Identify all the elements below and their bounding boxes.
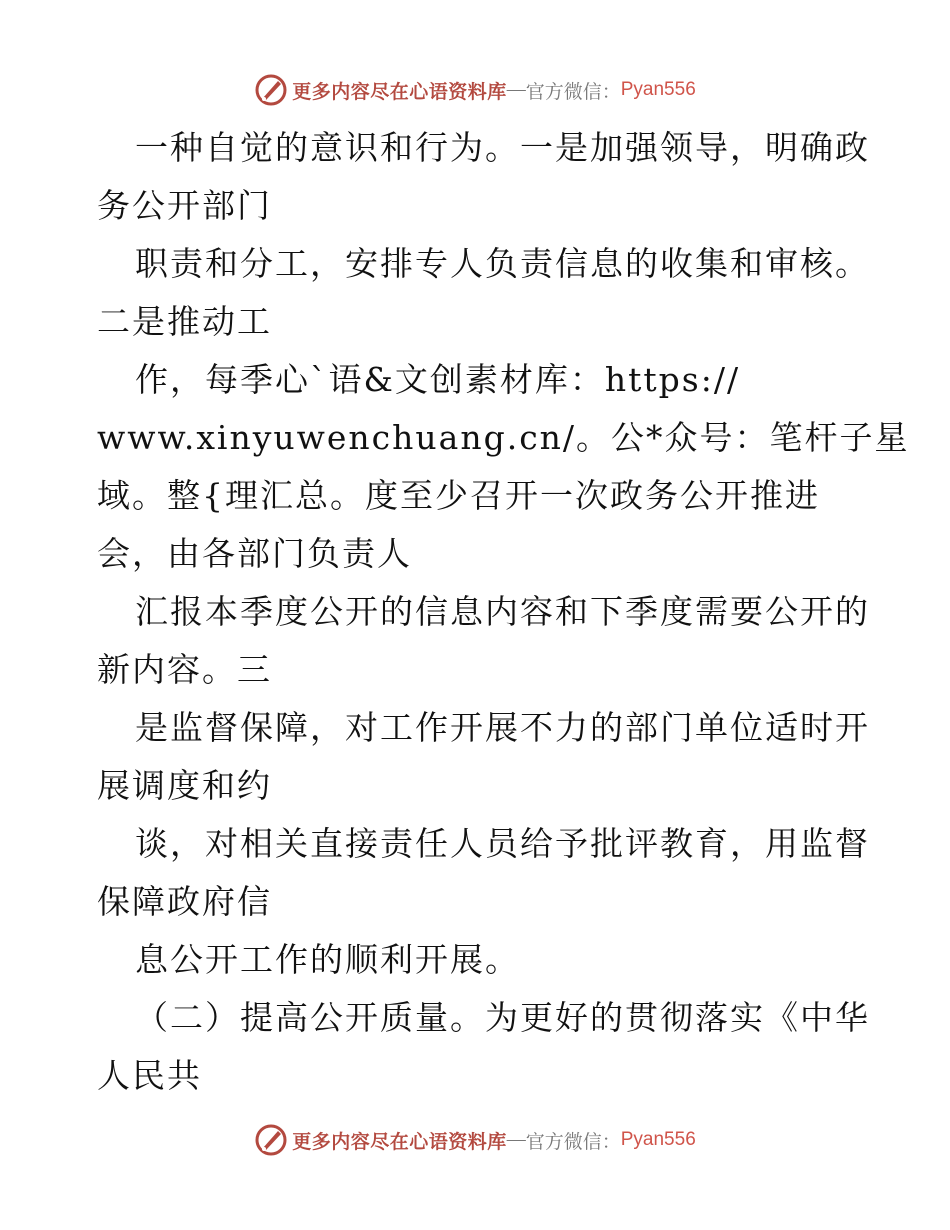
text-line: 展调度和约 bbox=[97, 766, 272, 805]
header-banner bbox=[0, 70, 950, 110]
banner-separator: — bbox=[506, 1129, 526, 1150]
pen-logo-icon bbox=[254, 1123, 288, 1157]
banner-title: 更多内容尽在心语资料库 bbox=[292, 81, 507, 103]
banner-label: 官方微信： bbox=[525, 1131, 621, 1153]
banner-wechat-id: Pyan556 bbox=[620, 1129, 696, 1150]
text-line: 保障政府信 bbox=[97, 882, 272, 921]
text-line: 作，每季心`语&文创素材库：https:// bbox=[135, 360, 741, 399]
text-line: 域。整{理汇总。度至少召开一次政务公开推进 bbox=[97, 476, 820, 515]
text-line: 会，由各部门负责人 bbox=[97, 534, 412, 573]
text-line: 是监督保障，对工作开展不力的部门单位适时开 bbox=[135, 708, 870, 747]
pen-logo-icon bbox=[254, 73, 288, 107]
banner-separator: — bbox=[506, 79, 526, 100]
text-line: www.xinyuwenchuang.cn/。公*众号：笔杆子星 bbox=[97, 418, 910, 457]
text-line: 汇报本季度公开的信息内容和下季度需要公开的 bbox=[135, 592, 870, 631]
banner-wechat-id: Pyan556 bbox=[620, 79, 696, 100]
text-line: 息公开工作的顺利开展。 bbox=[135, 940, 520, 979]
text-line: 新内容。三 bbox=[97, 650, 272, 689]
text-line: 二是推动工 bbox=[97, 302, 272, 341]
banner-title: 更多内容尽在心语资料库 bbox=[292, 1131, 507, 1153]
document-body bbox=[97, 119, 910, 1105]
text-line: 职责和分工，安排专人负责信息的收集和审核。 bbox=[135, 244, 870, 283]
footer-banner bbox=[0, 1120, 950, 1160]
banner-label: 官方微信： bbox=[525, 81, 621, 103]
text-line: 谈，对相关直接责任人员给予批评教育，用监督 bbox=[135, 824, 870, 863]
text-line: （二）提高公开质量。为更好的贯彻落实《中华 bbox=[135, 998, 870, 1037]
text-line: 人民共 bbox=[97, 1056, 202, 1095]
text-line: 一种自觉的意识和行为。一是加强领导，明确政 bbox=[135, 128, 870, 167]
text-line: 务公开部门 bbox=[97, 186, 272, 225]
